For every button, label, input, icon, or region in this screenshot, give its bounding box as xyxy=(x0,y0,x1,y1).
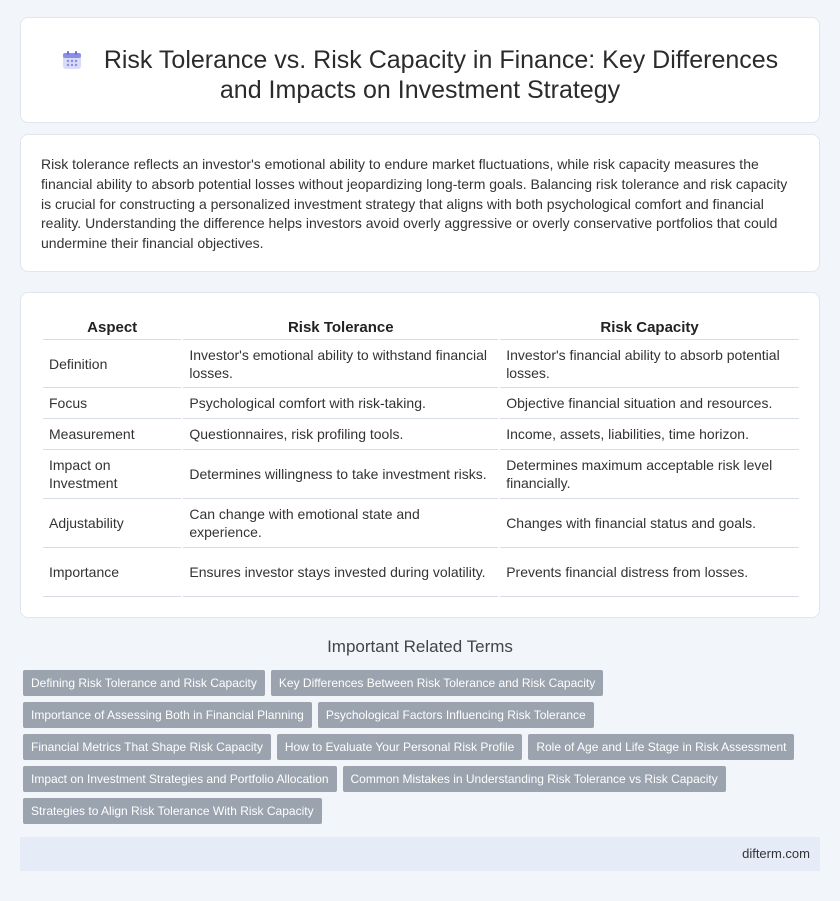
tag-row xyxy=(23,766,813,792)
aspect-cell: Adjustability xyxy=(43,499,181,548)
column-header: Aspect xyxy=(43,315,181,340)
related-term-tag[interactable]: How to Evaluate Your Personal Risk Profile xyxy=(277,734,522,760)
intro-paragraph: Risk tolerance reflects an investor's emotional ability to endure market fluctuations, while risk capacity measures the financial ability to absorb potential losses without jeopardizing long-term goals. Balancing risk tolerance and risk capacity is crucial for constructing a personalized investment strategy that aligns with both psychological comfort and financial reality. Understanding the difference helps investors avoid overly aggressive or overly conservative portfolios that could undermine their financial objectives. xyxy=(41,156,788,252)
related-term-tag[interactable]: Role of Age and Life Stage in Risk Assessment xyxy=(528,734,794,760)
aspect-cell: Definition xyxy=(43,340,181,388)
related-term-tag[interactable]: Defining Risk Tolerance and Risk Capacity xyxy=(23,670,265,696)
risk-tolerance-cell: Questionnaires, risk profiling tools. xyxy=(183,419,498,450)
table-row xyxy=(43,388,799,419)
aspect-cell: Importance xyxy=(43,548,181,597)
footer xyxy=(20,837,820,871)
column-header: Risk Capacity xyxy=(500,315,799,340)
aspect-cell: Impact on Investment xyxy=(43,450,181,499)
table-row xyxy=(43,419,799,450)
risk-capacity-cell: Changes with financial status and goals. xyxy=(500,499,799,548)
related-term-tag[interactable]: Impact on Investment Strategies and Portfolio Allocation xyxy=(23,766,337,792)
risk-tolerance-cell: Can change with emotional state and experience. xyxy=(183,499,498,548)
table-row xyxy=(43,450,799,499)
aspect-cell: Focus xyxy=(43,388,181,419)
related-term-tag[interactable]: Key Differences Between Risk Tolerance and Risk Capacity xyxy=(271,670,603,696)
column-header: Risk Tolerance xyxy=(183,315,498,340)
table-row xyxy=(43,340,799,388)
related-terms-heading: Important Related Terms xyxy=(327,637,513,656)
footer-site-link[interactable]: difterm.com xyxy=(742,846,810,861)
title-wrap xyxy=(61,45,779,105)
comparison-table-card xyxy=(20,292,820,618)
table-header-row xyxy=(43,315,799,340)
risk-capacity-cell: Determines maximum acceptable risk level financially. xyxy=(500,450,799,499)
page-title xyxy=(61,45,779,105)
table-row xyxy=(43,548,799,597)
risk-capacity-cell: Investor's financial ability to absorb potential losses. xyxy=(500,340,799,388)
header-card xyxy=(20,17,820,123)
related-term-tag[interactable]: Financial Metrics That Shape Risk Capacity xyxy=(23,734,271,760)
risk-capacity-cell: Objective financial situation and resources. xyxy=(500,388,799,419)
tag-row xyxy=(23,702,813,728)
page-title-text: Risk Tolerance vs. Risk Capacity in Finance: Key Differences and Impacts on Investment Strategy xyxy=(103,46,779,104)
intro-card xyxy=(20,134,820,272)
calendar-icon xyxy=(62,47,82,67)
table-row xyxy=(43,499,799,548)
tag-row xyxy=(23,670,813,696)
related-term-tag[interactable]: Importance of Assessing Both in Financial Planning xyxy=(23,702,312,728)
risk-capacity-cell: Prevents financial distress from losses. xyxy=(500,548,799,597)
risk-tolerance-cell: Determines willingness to take investment risks. xyxy=(183,450,498,499)
related-term-tag[interactable]: Common Mistakes in Understanding Risk Tolerance vs Risk Capacity xyxy=(343,766,726,792)
related-terms-list xyxy=(23,670,813,830)
tag-row xyxy=(23,798,813,824)
related-term-tag[interactable]: Psychological Factors Influencing Risk Tolerance xyxy=(318,702,594,728)
comparison-table xyxy=(41,315,801,597)
aspect-cell: Measurement xyxy=(43,419,181,450)
risk-tolerance-cell: Psychological comfort with risk-taking. xyxy=(183,388,498,419)
risk-capacity-cell: Income, assets, liabilities, time horizon. xyxy=(500,419,799,450)
risk-tolerance-cell: Investor's emotional ability to withstand financial losses. xyxy=(183,340,498,388)
tag-row xyxy=(23,734,813,760)
related-term-tag[interactable]: Strategies to Align Risk Tolerance With Risk Capacity xyxy=(23,798,322,824)
risk-tolerance-cell: Ensures investor stays invested during volatility. xyxy=(183,548,498,597)
